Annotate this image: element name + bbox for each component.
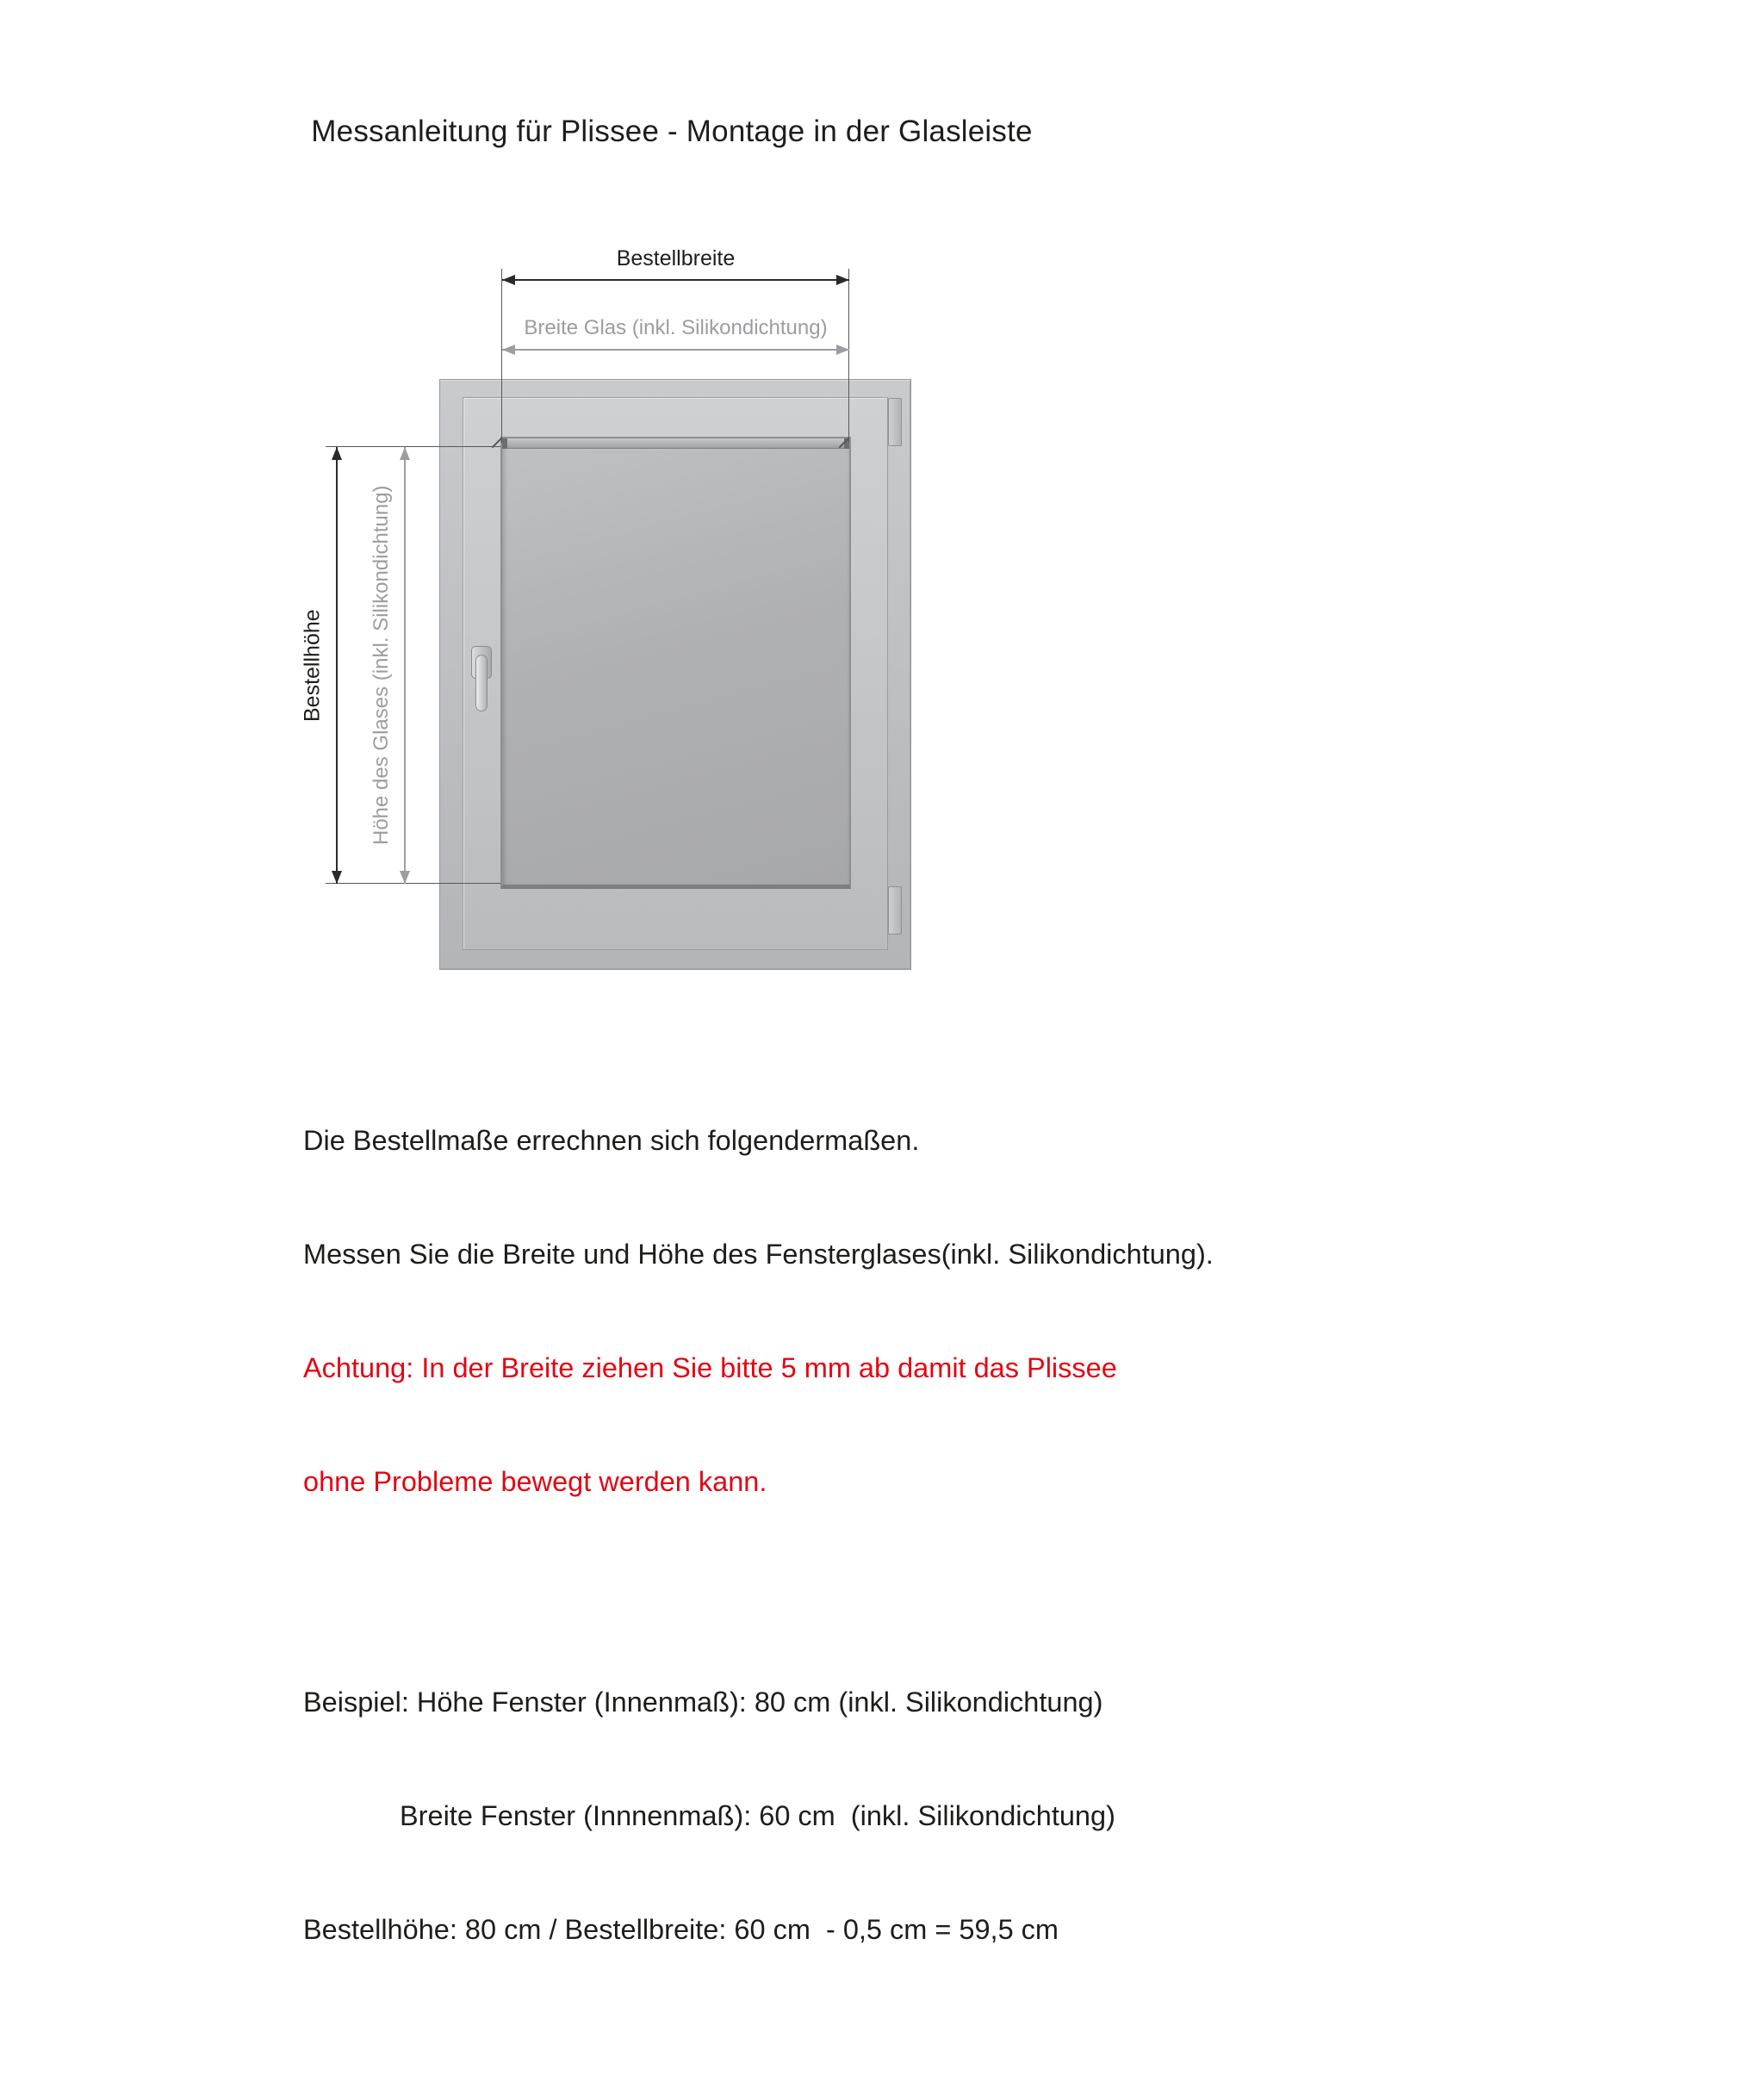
glass-height-arrow [404,447,406,884]
page-title: Messanleitung für Plissee - Montage in der Glasleiste [311,115,1033,148]
extension-line-top [326,446,500,447]
warning-line-1: Achtung: In der Breite ziehen Sie bitte 5 mm ab damit das Plissee [303,1352,1117,1383]
hinge-top-icon [888,398,902,446]
glass-width-arrow [502,349,849,351]
extension-line-bottom [326,883,500,884]
hinge-bottom-icon [888,886,902,935]
glass-height-label: Höhe des Glases (inkl. Silikondichtung) [370,485,393,846]
instruction-line-2: Messen Sie die Breite und Höhe des Fensterglases(inkl. Silikondichtung). [303,1239,1214,1270]
warning-line-2: ohne Probleme bewegt werden kann. [303,1466,767,1497]
glass-width-label: Breite Glas (inkl. Silikondichtung) [524,316,828,339]
order-height-arrow [336,447,338,884]
example-line-1: Beispiel: Höhe Fenster (Innenmaß): 80 cm (inkl. Silikondichtung) [303,1687,1103,1718]
extension-line-left [501,269,502,443]
window-glass [500,437,851,889]
order-height-label: Bestellhöhe [300,609,325,722]
order-width-label: Bestellbreite [616,246,736,270]
plissee-top-rail-icon [502,438,849,449]
example-line-2: Breite Fenster (Innnenmaß): 60 cm (inkl. Silikondichtung) [400,1800,1115,1831]
order-width-arrow [502,279,849,281]
extension-line-right [848,269,849,443]
instructions-block [303,1046,1509,2100]
window-handle-lever-icon [475,655,488,711]
example-block [303,1607,1509,2024]
instruction-line-1: Die Bestellmaße errechnen sich folgendermaßen. [303,1125,920,1156]
example-line-3: Bestellhöhe: 80 cm / Bestellbreite: 60 cm - 0,5 cm = 59,5 cm [303,1914,1059,1945]
